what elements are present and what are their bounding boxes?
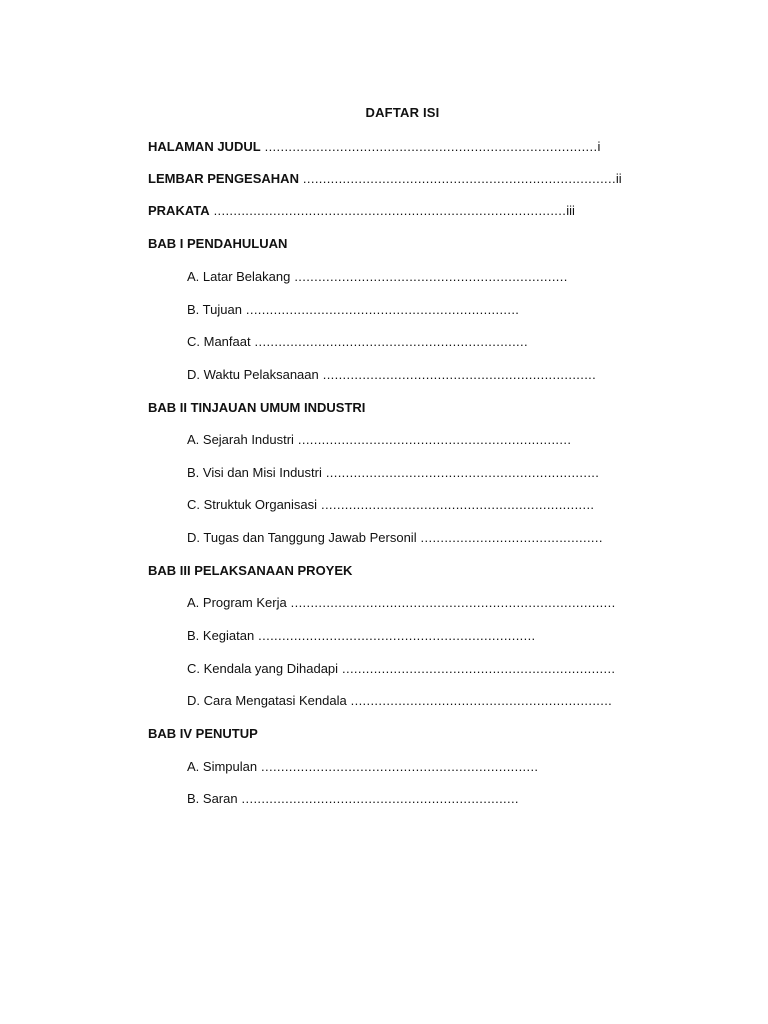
entry-text: B. Tujuan bbox=[187, 302, 242, 317]
dot-leader: ..................................................................... bbox=[321, 465, 600, 480]
entry-text: PRAKATA bbox=[148, 203, 210, 218]
dot-leader: ..................................................................... bbox=[290, 269, 568, 284]
page-number: ii bbox=[615, 171, 622, 186]
entry-text: D. Waktu Pelaksanaan bbox=[187, 367, 319, 382]
toc-entry-lembar-pengesahan bbox=[148, 171, 622, 187]
entry-text: A. Latar Belakang bbox=[187, 269, 291, 284]
toc-entry-latar-belakang bbox=[187, 269, 568, 285]
dot-leader: ..................................................................... bbox=[317, 497, 595, 512]
page-number: i bbox=[597, 139, 601, 154]
dot-leader: .............................................. bbox=[416, 530, 603, 545]
toc-chapter-bab-4 bbox=[148, 726, 258, 742]
toc-chapter-bab-2 bbox=[148, 400, 365, 416]
entry-text: LEMBAR PENGESAHAN bbox=[148, 171, 299, 186]
toc-entry-kendala bbox=[187, 661, 615, 677]
entry-text: D. Tugas dan Tanggung Jawab Personil bbox=[187, 530, 417, 545]
entry-text: B. Saran bbox=[187, 791, 238, 806]
entry-text: C. Struktuk Organisasi bbox=[187, 497, 318, 512]
entry-text: B. Visi dan Misi Industri bbox=[187, 465, 322, 480]
toc-entry-cara-mengatasi bbox=[187, 693, 612, 709]
entry-text: A. Program Kerja bbox=[187, 595, 287, 610]
dot-leader: ..................................................................... bbox=[293, 432, 572, 447]
toc-entry-waktu-pelaksanaan bbox=[187, 367, 596, 383]
toc-entry-kegiatan bbox=[187, 628, 536, 644]
entry-text: A. Sejarah Industri bbox=[187, 432, 294, 447]
toc-chapter-bab-3 bbox=[148, 563, 352, 579]
dot-leader: ..................................................................... bbox=[241, 302, 520, 317]
dot-leader: ...................................................................... bbox=[257, 759, 539, 774]
dot-leader: ...................................................................... bbox=[254, 628, 536, 643]
entry-text: C. Manfaat bbox=[187, 334, 251, 349]
toc-entry-manfaat bbox=[187, 334, 528, 350]
dot-leader: .................................................................................. bbox=[286, 595, 616, 610]
toc-entry-halaman-judul bbox=[148, 139, 600, 155]
dot-leader: .................................................................. bbox=[346, 693, 613, 708]
dot-leader: .................................................................................... bbox=[260, 139, 598, 154]
dot-leader: ......................................................................................... bbox=[209, 203, 567, 218]
toc-entry-struktur-organisasi bbox=[187, 497, 594, 513]
dot-leader: ..................................................................... bbox=[318, 367, 597, 382]
toc-entry-program-kerja bbox=[187, 595, 616, 611]
entry-text: C. Kendala yang Dihadapi bbox=[187, 661, 339, 676]
entry-text: A. Simpulan bbox=[187, 759, 258, 774]
toc-entry-tugas-tanggung-jawab bbox=[187, 530, 603, 546]
page-title: DAFTAR ISI bbox=[365, 105, 440, 120]
toc-entry-visi-misi bbox=[187, 465, 599, 481]
toc-entry-simpulan bbox=[187, 759, 538, 775]
page-number: iii bbox=[566, 203, 575, 218]
entry-text: HALAMAN JUDUL bbox=[148, 139, 261, 154]
entry-text: B. Kegiatan bbox=[187, 628, 255, 643]
toc-entry-tujuan bbox=[187, 302, 519, 318]
toc-entry-saran bbox=[187, 791, 519, 807]
dot-leader: ............................................................................... bbox=[298, 171, 616, 186]
toc-entry-sejarah-industri bbox=[187, 432, 571, 448]
dot-leader: ...................................................................... bbox=[237, 791, 519, 806]
toc-chapter-bab-1 bbox=[148, 236, 287, 252]
dot-leader: ..................................................................... bbox=[250, 334, 528, 349]
entry-text: D. Cara Mengatasi Kendala bbox=[187, 693, 347, 708]
dot-leader: ..................................................................... bbox=[338, 661, 616, 676]
entry-text: BAB IV PENUTUP bbox=[148, 726, 258, 741]
entry-text: BAB III PELAKSANAAN PROYEK bbox=[148, 563, 353, 578]
entry-text: BAB I PENDAHULUAN bbox=[148, 236, 288, 251]
toc-entry-prakata bbox=[148, 203, 575, 219]
entry-text: BAB II TINJAUAN UMUM INDUSTRI bbox=[148, 400, 366, 415]
